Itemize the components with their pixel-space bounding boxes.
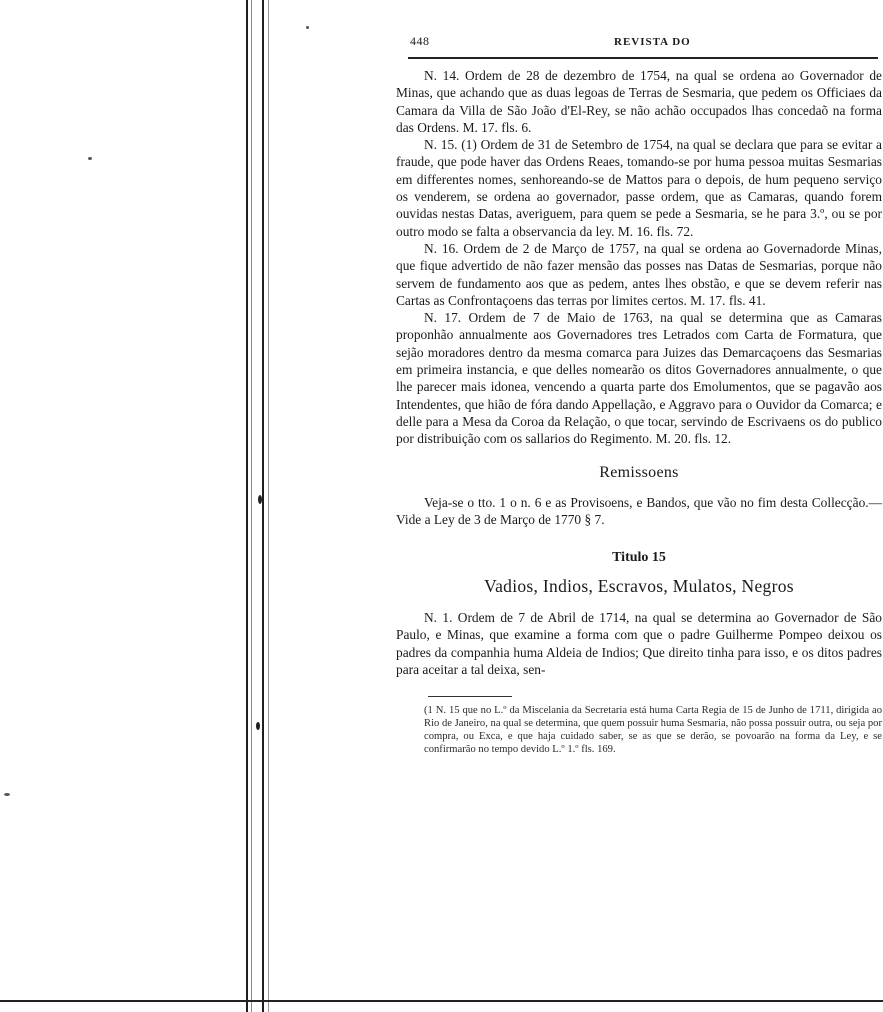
footnote: (1 N. 15 que no L.º da Miscelania da Secretaria está huma Carta Regia de 15 de Junho de 1711, dirigida ao Rio de Janeiro, na qual se determina, que quem possuir huma Sesmaria, não possa possuir outra, ou seja por compra, ou Exca, e que haja cuidado saber, se as que se derão, se povoarão na forma da Ley, e se confirmarão no tempo devido L.º 1.º fls. 169.	[424, 705, 882, 755]
scan-speck	[306, 26, 309, 29]
scan-speck	[258, 495, 262, 504]
entry-paragraph: N. 16. Ordem de 2 de Março de 1757, na qual se ordena ao Governadorde Minas, que fique advertido de não fazer mensão das posses nas Datas de Sesmarias, porque não servem de fundamento aos que as pedem, antes lhes obstão, e que se devem referir nas Cartas as Confrontaçoens das terras por limites certos. M. 17. fls. 41.	[396, 240, 882, 308]
running-title: REVISTA DO	[614, 36, 691, 48]
footnote-rule	[428, 696, 512, 697]
binding-gutter-line	[268, 0, 269, 1012]
binding-gutter-line	[262, 0, 264, 1012]
entry-paragraph: N. 17. Ordem de 7 de Maio de 1763, na qual se determina que as Camaras proponhão annualmente aos Governadores tres Letrados com Carta de Formatura, que sejão moradores dentro da mesma comarca para Juizes das Demarcaçoens das Sesmarias em primeira instancia, e que delles nomearão os ditos Governadores annualmente, o que lhe parecer mais idonea, vencendo a quarta parte dos Emolumentos, que se pagavão aos Intendentes, que hião de fóra dando Appellação, e Aggravo para o Ouvidor da Comarca; e delle para a Mesa da Coroa da Relação, o que tocar, servindo de Escrivaens os do publico por distribuição com os sallarios do Regimento. M. 20. fls. 12.	[396, 310, 882, 447]
remissoens-paragraph: Veja-se o tto. 1 o n. 6 e as Provisoens, e Bandos, que vão no fim desta Collecção.—Vide a Ley de 3 de Março de 1770 § 7.	[396, 494, 882, 527]
scan-speck	[256, 722, 260, 730]
binding-gutter-line	[246, 0, 248, 1012]
book-page	[396, 34, 882, 757]
scan-speck	[88, 157, 92, 160]
entries-block	[396, 67, 882, 448]
remissoens-block	[396, 494, 882, 529]
header-rule	[408, 57, 878, 59]
titulo-label: Titulo 15	[612, 550, 666, 566]
running-head	[396, 34, 882, 54]
titulo-block	[396, 609, 882, 678]
entry-paragraph: N. 14. Ordem de 28 de dezembro de 1754, na qual se ordena ao Governador de Minas, que achando que as duas legoas de Terras de Sesmaria, que pedem os Officiaes da Camara da Villa de São João d'El-Rey, se não achão occupados lhas concedaõ na forma das Ordens. M. 17. fls. 6.	[396, 68, 882, 135]
remissoens-heading: Remissoens	[599, 463, 679, 481]
entry-paragraph: N. 15. (1) Ordem de 31 de Setembro de 1754, na qual se declara que para se evitar a fraude, que pode haver das Ordens Reaes, tomando-se por huma pessoa muitas Sesmarias em differentes nomes, senhoreando-se de Mattos para o depois, de hum pequeno serviço os venderem, se ordena ao governador, passe ordem, que as Camaras, quando forem ouvidas nestas Datas, averiguem, para quem se pede a Sesmaria, se he para 3.º, ou se por outro modo se falta a observancia da ley. M. 16. fls. 72.	[396, 137, 882, 239]
titulo-paragraph: N. 1. Ordem de 7 de Abril de 1714, na qual se determina ao Governador de São Paulo, e Minas, que examine a forma com que o padre Guilherme Pompeo deixou os padres da companhia huma Aldeia de Indios; Que direito tinha para isso, e os ditos padres para aceitar a tal deixa, sen-	[396, 610, 882, 678]
page-number: 448	[410, 34, 430, 48]
page-bottom-edge	[0, 1000, 883, 1002]
scan-speck	[4, 793, 10, 796]
titulo-subject: Vadios, Indios, Escravos, Mulatos, Negros	[484, 576, 794, 597]
binding-gutter-line	[251, 0, 252, 1012]
